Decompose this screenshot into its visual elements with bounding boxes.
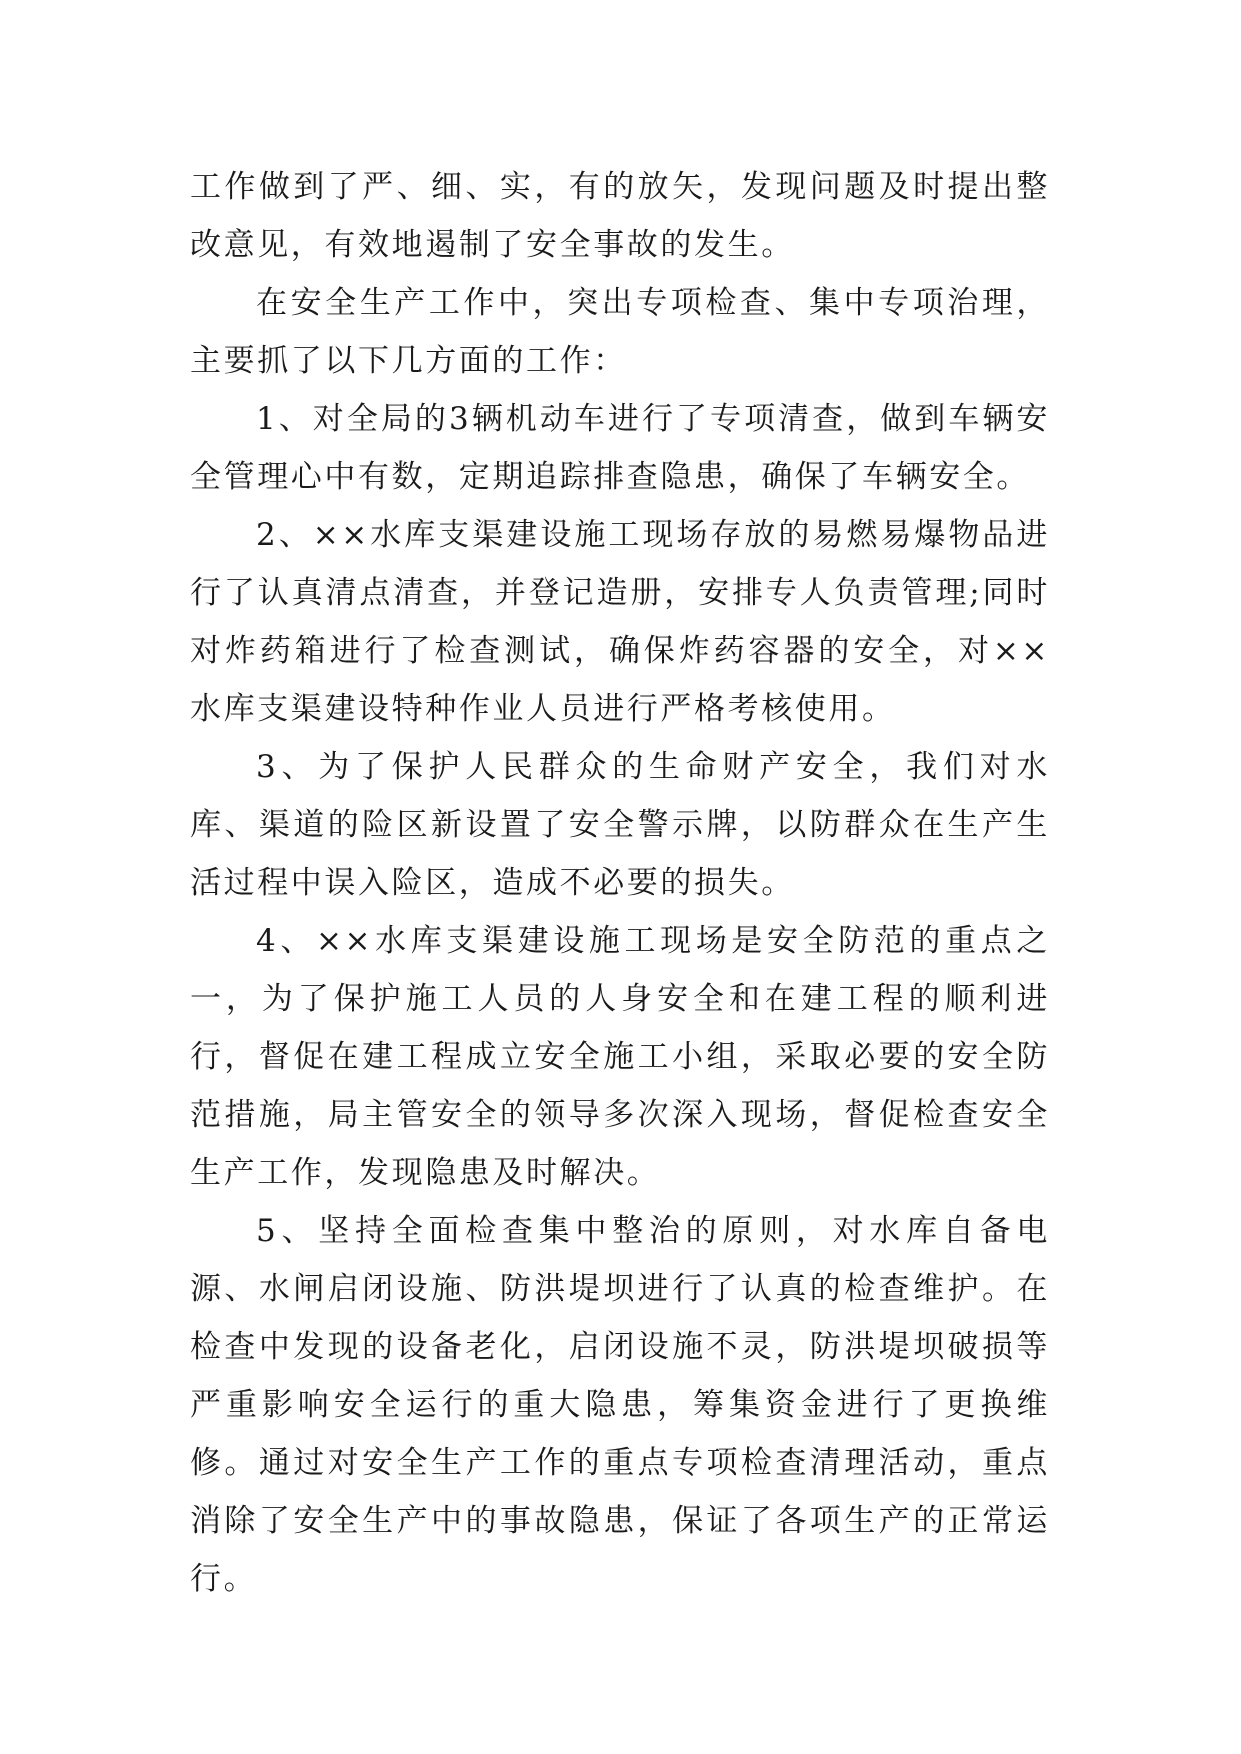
paragraph-continuation: 工作做到了严、细、实，有的放矢，发现问题及时提出整改意见，有效地遏制了安全事故的发生。 <box>190 169 1050 263</box>
paragraph-item-2: 2、××水库支渠建设施工现场存放的易燃易爆物品进行了认真清点清查，并登记造册，安排专人负责管理;同时对炸药箱进行了检查测试，确保炸药容器的安全，对××水库支渠建设特种作业人员进行严格考核使用。 <box>190 517 1050 727</box>
paragraph-item-3: 3、为了保护人民群众的生命财产安全，我们对水库、渠道的险区新设置了安全警示牌，以防群众在生产生活过程中误入险区，造成不必要的损失。 <box>190 749 1050 901</box>
paragraph-intro: 在安全生产工作中，突出专项检查、集中专项治理，主要抓了以下几方面的工作： <box>190 285 1050 379</box>
paragraph-item-4: 4、××水库支渠建设施工现场是安全防范的重点之一，为了保护施工人员的人身安全和在建工程的顺利进行，督促在建工程成立安全施工小组，采取必要的安全防范措施，局主管安全的领导多次深入现场，督促检查安全生产工作，发现隐患及时解决。 <box>190 923 1050 1191</box>
paragraph-item-5: 5、坚持全面检查集中整治的原则，对水库自备电源、水闸启闭设施、防洪堤坝进行了认真的检查维护。在检查中发现的设备老化，启闭设施不灵，防洪堤坝破损等严重影响安全运行的重大隐患，筹集资金进行了更换维修。通过对安全生产工作的重点专项检查清理活动，重点消除了安全生产中的事故隐患，保证了各项生产的正常运行。 <box>190 1213 1050 1597</box>
document-body <box>190 158 1050 1608</box>
paragraph-item-1: 1、对全局的3辆机动车进行了专项清查，做到车辆安全管理心中有数，定期追踪排查隐患，确保了车辆安全。 <box>190 401 1050 495</box>
